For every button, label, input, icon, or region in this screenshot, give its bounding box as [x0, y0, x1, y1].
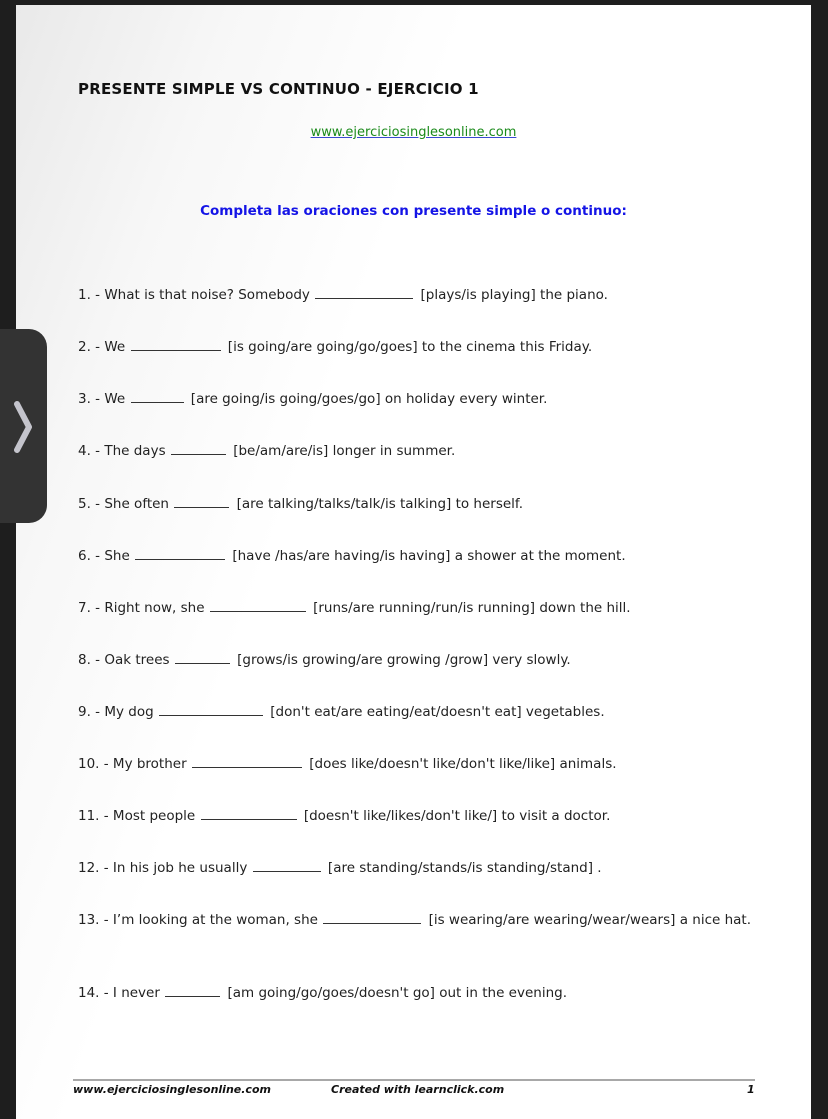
question-options: [have /has/are having/is having] a shower at the moment. [232, 548, 626, 564]
question-text: 8. - Oak trees [78, 652, 170, 668]
footer-divider [73, 1079, 755, 1081]
question-options: [plays/is playing] the piano. [420, 287, 608, 303]
question-item [78, 857, 758, 879]
question-options: [am going/go/goes/doesn't go] out in the evening. [227, 985, 568, 1001]
side-panel-handle[interactable] [0, 329, 47, 523]
answer-blank[interactable] [131, 336, 221, 351]
question-options: [are going/is going/goes/go] on holiday every winter. [190, 391, 548, 407]
answer-blank[interactable] [323, 909, 421, 924]
question-item [78, 649, 758, 671]
question-options: [does like/doesn't like/don't like/like] animals. [309, 756, 617, 772]
question-item [78, 753, 758, 775]
question-item [78, 982, 758, 1004]
question-item [78, 545, 758, 567]
answer-blank[interactable] [192, 753, 302, 768]
page-title: PRESENTE SIMPLE VS CONTINUO - EJERCICIO 1 [78, 80, 479, 98]
instructions-heading: Completa las oraciones con presente simple o continuo: [200, 203, 627, 219]
question-text: 4. - The days [78, 443, 166, 459]
page-number: 1 [747, 1083, 755, 1096]
answer-blank[interactable] [165, 982, 220, 997]
answer-blank[interactable] [175, 649, 230, 664]
question-item [78, 909, 758, 931]
question-options: [is wearing/are wearing/wear/wears] a nice hat. [428, 912, 752, 928]
question-item [78, 597, 758, 619]
question-text: 3. - We [78, 391, 126, 407]
question-item [78, 336, 758, 358]
question-options: [doesn't like/likes/don't like/] to visit a doctor. [303, 808, 611, 824]
answer-blank[interactable] [135, 545, 225, 560]
answer-blank[interactable] [253, 857, 321, 872]
answer-blank[interactable] [210, 597, 306, 612]
question-item [78, 440, 758, 462]
question-options: [runs/are running/run/is running] down the hill. [313, 600, 631, 616]
chevron-right-icon [12, 400, 34, 454]
question-item [78, 701, 758, 723]
question-text: 10. - My brother [78, 756, 187, 772]
question-options: [is going/are going/go/goes] to the cinema this Friday. [227, 339, 593, 355]
site-link[interactable]: www.ejerciciosinglesonline.com [310, 125, 517, 140]
answer-blank[interactable] [171, 440, 226, 455]
question-item [78, 284, 758, 306]
question-text: 1. - What is that noise? Somebody [78, 287, 310, 303]
footer-site: www.ejerciciosinglesonline.com [73, 1083, 271, 1096]
footer-credit: Created with learnclick.com [331, 1083, 505, 1096]
question-text: 6. - She [78, 548, 130, 564]
question-text: 14. - I never [78, 985, 160, 1001]
question-text: 11. - Most people [78, 808, 196, 824]
question-text: 2. - We [78, 339, 126, 355]
question-options: [don't eat/are eating/eat/doesn't eat] vegetables. [270, 704, 605, 720]
document-page [16, 5, 811, 1119]
answer-blank[interactable] [174, 493, 229, 508]
question-options: [be/am/are/is] longer in summer. [233, 443, 456, 459]
answer-blank[interactable] [201, 805, 297, 820]
question-text: 5. - She often [78, 496, 169, 512]
question-item [78, 805, 758, 827]
question-options: [are standing/stands/is standing/stand] . [327, 860, 602, 876]
answer-blank[interactable] [315, 284, 413, 299]
question-options: [grows/is growing/are growing /grow] very slowly. [237, 652, 571, 668]
answer-blank[interactable] [159, 701, 263, 716]
question-text: 7. - Right now, she [78, 600, 205, 616]
question-item [78, 493, 758, 515]
question-text: 12. - In his job he usually [78, 860, 248, 876]
answer-blank[interactable] [131, 388, 184, 403]
question-text: 13. - I’m looking at the woman, she [78, 912, 318, 928]
question-item [78, 388, 758, 410]
question-options: [are talking/talks/talk/is talking] to herself. [236, 496, 523, 512]
question-text: 9. - My dog [78, 704, 154, 720]
